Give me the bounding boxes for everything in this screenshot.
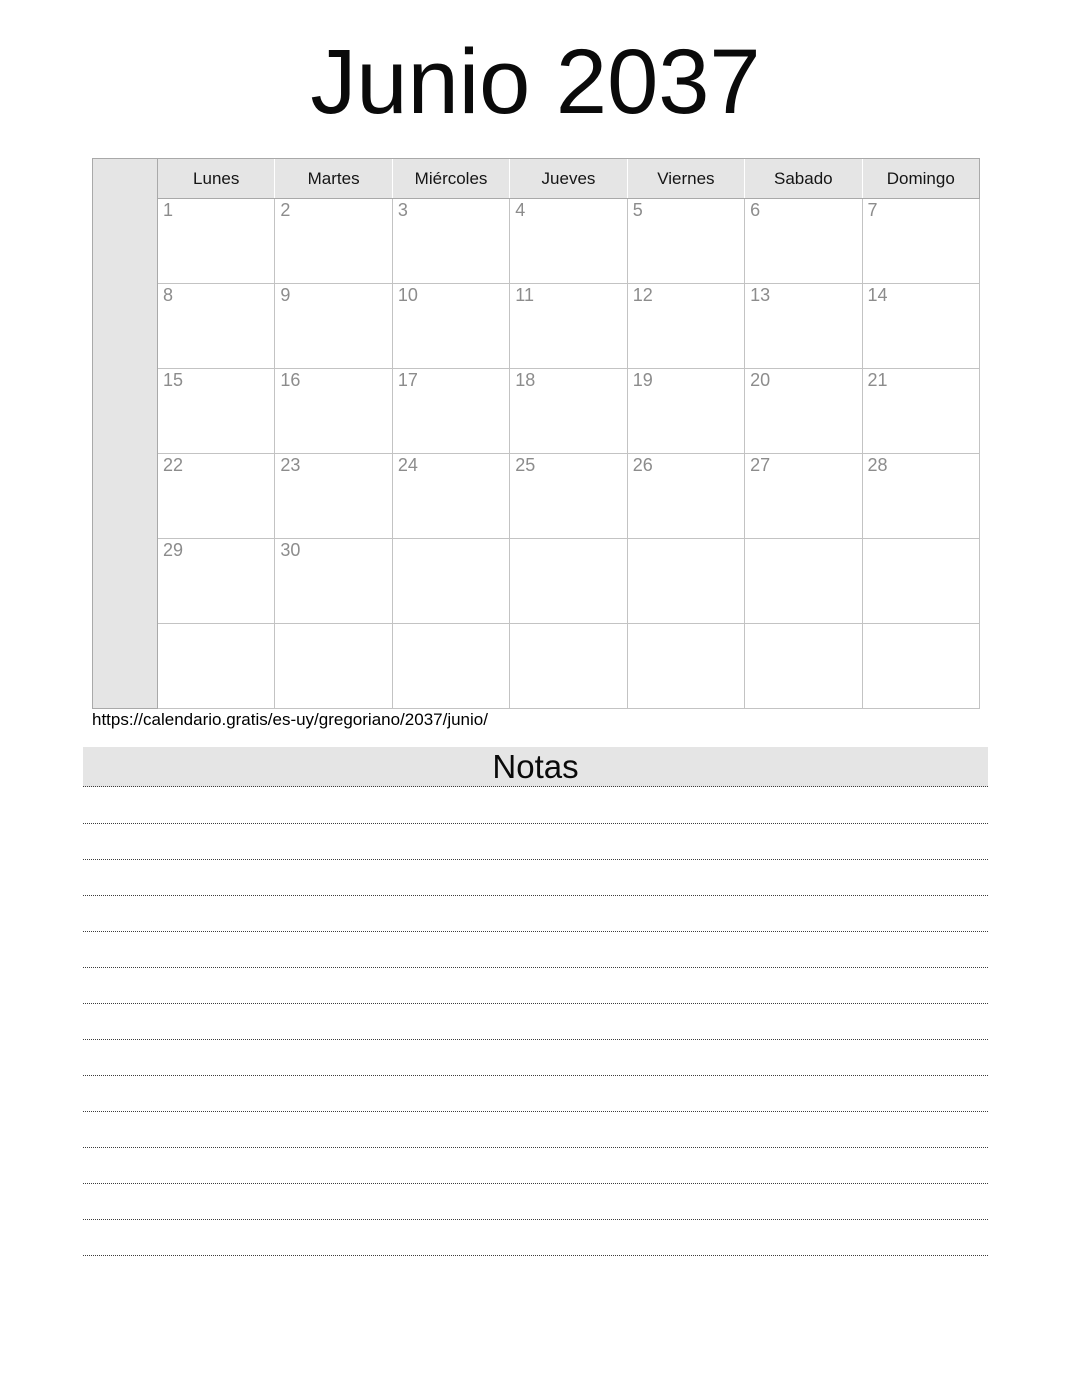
- day-cell-10: [392, 284, 509, 369]
- day-cell-18: [510, 369, 627, 454]
- day-cell-11: [510, 284, 627, 369]
- day-cell-29: [158, 539, 275, 624]
- day-header-sabado: Sabado: [745, 159, 862, 199]
- day-number: 12: [632, 285, 653, 305]
- day-cell-empty: [745, 624, 862, 709]
- day-header-viernes: Viernes: [627, 159, 744, 199]
- day-cell-8: [158, 284, 275, 369]
- day-number: 24: [397, 455, 418, 475]
- day-cell-empty: [392, 624, 509, 709]
- day-cell-empty: [275, 624, 392, 709]
- day-number: 27: [750, 455, 771, 475]
- day-cell-empty: [510, 624, 627, 709]
- day-number: 10: [397, 285, 418, 305]
- day-cell-empty: [392, 539, 509, 624]
- note-line: [83, 1040, 988, 1076]
- day-number: 26: [632, 455, 653, 475]
- day-number: 23: [280, 455, 301, 475]
- day-cell-28: [862, 454, 979, 539]
- notes-title: Notas: [492, 748, 579, 785]
- day-number: 1: [163, 200, 174, 220]
- note-line: [83, 824, 988, 860]
- day-cell-24: [392, 454, 509, 539]
- day-number: 22: [163, 455, 184, 475]
- day-number: 30: [280, 540, 301, 560]
- day-cell-23: [275, 454, 392, 539]
- day-cell-30: [275, 539, 392, 624]
- day-cell-14: [862, 284, 979, 369]
- day-cell-1: [158, 199, 275, 284]
- notes-area: [83, 788, 988, 1256]
- notes-header: [83, 747, 988, 787]
- day-cell-7: [862, 199, 979, 284]
- day-cell-empty: [158, 624, 275, 709]
- day-number: 2: [280, 200, 291, 220]
- week-number-column: [93, 159, 158, 709]
- day-cell-9: [275, 284, 392, 369]
- note-line: [83, 896, 988, 932]
- note-line: [83, 860, 988, 896]
- day-cell-20: [745, 369, 862, 454]
- day-number: 19: [632, 370, 653, 390]
- calendar-table: [92, 158, 980, 709]
- day-header-lunes: Lunes: [158, 159, 275, 199]
- week-row-1: [93, 199, 980, 284]
- day-number: 20: [750, 370, 771, 390]
- day-header-jueves: Jueves: [510, 159, 627, 199]
- day-number: 16: [280, 370, 301, 390]
- day-cell-2: [275, 199, 392, 284]
- calendar-header-row: [93, 159, 980, 199]
- day-number: 25: [515, 455, 536, 475]
- day-cell-19: [627, 369, 744, 454]
- note-line: [83, 1184, 988, 1220]
- day-cell-4: [510, 199, 627, 284]
- day-number: 6: [750, 200, 761, 220]
- day-number: 4: [515, 200, 526, 220]
- day-number: 17: [397, 370, 418, 390]
- day-cell-empty: [862, 624, 979, 709]
- day-cell-17: [392, 369, 509, 454]
- note-line: [83, 932, 988, 968]
- calendar-source-url: https://calendario.gratis/es-uy/gregoriano/2037/junio/: [92, 710, 488, 729]
- week-row-4: [93, 454, 980, 539]
- week-row-3: [93, 369, 980, 454]
- day-cell-6: [745, 199, 862, 284]
- page-title: Junio 2037: [310, 31, 761, 133]
- day-cell-16: [275, 369, 392, 454]
- day-number: 7: [867, 200, 878, 220]
- day-cell-25: [510, 454, 627, 539]
- day-header-miercoles: Miércoles: [392, 159, 509, 199]
- day-number: 13: [750, 285, 771, 305]
- week-row-6: [93, 624, 980, 709]
- day-cell-21: [862, 369, 979, 454]
- day-cell-15: [158, 369, 275, 454]
- day-cell-5: [627, 199, 744, 284]
- note-line: [83, 968, 988, 1004]
- day-cell-22: [158, 454, 275, 539]
- note-line: [83, 1220, 988, 1256]
- day-number: 9: [280, 285, 291, 305]
- day-cell-27: [745, 454, 862, 539]
- week-row-2: [93, 284, 980, 369]
- day-number: 14: [867, 285, 888, 305]
- day-cell-empty: [627, 539, 744, 624]
- day-cell-empty: [862, 539, 979, 624]
- day-cell-empty: [510, 539, 627, 624]
- note-line: [83, 788, 988, 824]
- day-number: 21: [867, 370, 888, 390]
- note-line: [83, 1112, 988, 1148]
- day-number: 18: [515, 370, 536, 390]
- week-row-5: [93, 539, 980, 624]
- day-cell-26: [627, 454, 744, 539]
- day-header-domingo: Domingo: [862, 159, 979, 199]
- day-number: 8: [163, 285, 174, 305]
- day-number: 28: [867, 455, 888, 475]
- note-line: [83, 1076, 988, 1112]
- day-number: 15: [163, 370, 184, 390]
- day-cell-3: [392, 199, 509, 284]
- day-cell-empty: [745, 539, 862, 624]
- day-number: 3: [397, 200, 408, 220]
- day-cell-12: [627, 284, 744, 369]
- note-line: [83, 1004, 988, 1040]
- day-number: 29: [163, 540, 184, 560]
- day-number: 11: [515, 285, 534, 305]
- day-header-martes: Martes: [275, 159, 392, 199]
- note-line: [83, 1148, 988, 1184]
- day-number: 5: [632, 200, 643, 220]
- day-cell-empty: [627, 624, 744, 709]
- day-cell-13: [745, 284, 862, 369]
